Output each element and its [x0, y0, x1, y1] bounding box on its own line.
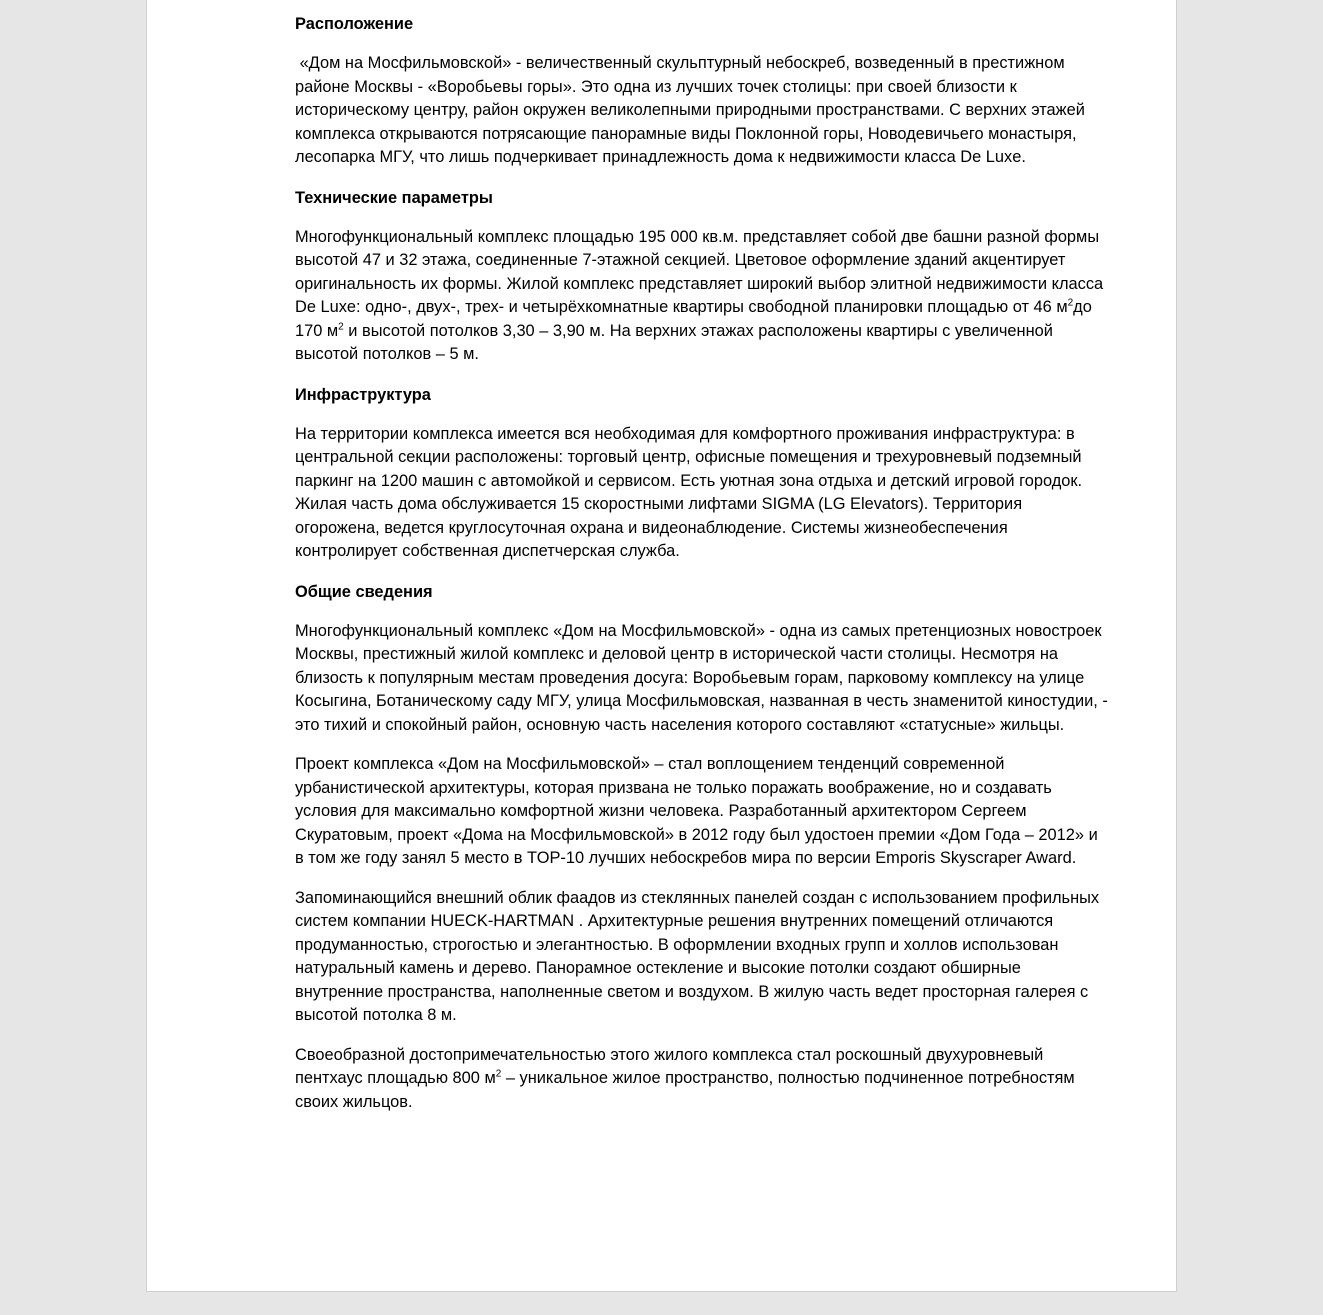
paragraph-general-4 [295, 1044, 1110, 1115]
paragraph-technical-text-3: и высотой потолков 3,30 – 3,90 м. На верхних этажах расположены квартиры с увеличенной высотой потолков – 5 м. [295, 321, 1053, 363]
heading-general: Общие сведения [295, 582, 433, 601]
paragraph-general-4-text-1: Своеобразной достопримечательностью этого жилого комплекса стал роскошный двухуровневый пентхаус площадью 800 м [295, 1045, 1044, 1087]
superscript-2: 2 [338, 321, 344, 333]
heading-infrastructure: Инфраструктура [295, 385, 431, 404]
paragraph-general-4-text-2: – уникальное жилое пространство, полностью подчиненное потребностям своих жильцов. [295, 1069, 1075, 1111]
paragraph-technical-text-1: Многофункциональный комплекс площадью 195 000 кв.м. представляет собой две башни разной формы высотой 47 и 32 этажа, соединенные 7-этажной секцией. Цветовое оформление зданий акцентирует оригинальность их формы. Жилой комплекс представляет широкий выбор элитной недвижимости класса De Luxe: одно-, двух-, трех- и четырёхкомнатные квартиры свободной планировки площадью от 46 м [295, 227, 1104, 316]
superscript-1: 2 [1067, 297, 1074, 309]
paragraph-technical-text-2: до 170 м [295, 298, 1092, 340]
document-body [295, 12, 1110, 1130]
document-page [146, 0, 1177, 1292]
superscript-3: 2 [495, 1068, 502, 1080]
heading-location: Расположение [295, 15, 414, 33]
paragraph-location [295, 52, 1110, 170]
paragraph-technical [295, 226, 1110, 367]
paragraph-infrastructure: На территории комплекса имеется вся необходимая для комфортного проживания инфраструктура: в центральной секции расположены: торговый центр, офисные помещения и трехуровневый подземный паркинг на 1200 машин с автомойкой и сервисом. Есть уютная зона отдыха и детский игровой городок. Жилая часть дома обслуживается 15 скоростными лифтами SIGMA (LG Elevators). Территория огорожена, ведется круглосуточная охрана и видеонаблюдение. Системы жизнеобеспечения контролирует собственная диспетчерская служба. [295, 424, 1083, 560]
paragraph-general-3: Запоминающийся внешний облик фаадов из стеклянных панелей создан с использованием профильных систем компании HUECK-HARTMAN . Архитектурные решения внутренних помещений отличаются продуманностью, строгостью и элегантностью. В оформлении входных групп и холлов использован натуральный камень и дерево. Панорамное остекление и высокие потолки создают обширные внутренние пространства, наполненные светом и воздухом. В жилую часть ведет просторная галерея с высотой потолка 8 м. [295, 888, 1100, 1024]
paragraph-general-2: Проект комплекса «Дом на Мосфильмовской» – стал воплощением тенденций современной урбанистической архитектуры, которая призвана не только поражать воображение, но и создавать условия для максимально комфортной жизни человека. Разработанный архитектором Сергеем Скуратовым, проект «Дома на Мосфильмовской» в 2012 году был удостоен премии «Дом Года – 2012» и в том же году занял 5 место в TOP-10 лучших небоскребов мира по версии Emporis Skyscraper Award. [295, 755, 1098, 867]
heading-technical: Технические параметры [295, 188, 493, 207]
paragraph-general-1: Многофункциональный комплекс «Дом на Мосфильмовской» - одна из самых претенциозных новостроек Москвы, престижный жилой комплекс и деловой центр в исторической части столицы. Несмотря на близость к популярным местам проведения досуга: Воробьевым горам, парковому комплексу на улице Косыгина, Ботаническому саду МГУ, улица Мосфильмовская, названная в честь знаменитой киностудии, - это тихий и спокойный район, основную часть населения которого составляют «статусные» жильцы. [295, 621, 1108, 734]
paragraph-location-text: «Дом на Мосфильмовской» - величественный скульптурный небоскреб, возведенный в престижном районе Москвы - «Воробьевы горы». Это одна из лучших точек столицы: при своей близости к историческому центру, район окружен великолепными природными пространствами. С верхних этажей комплекса открываются потрясающие панорамные виды Поклонной горы, Новодевичьего монастыря, лесопарка МГУ, что лишь подчеркивает принадлежность дома к недвижимости класса De Luxe. [295, 54, 1085, 166]
